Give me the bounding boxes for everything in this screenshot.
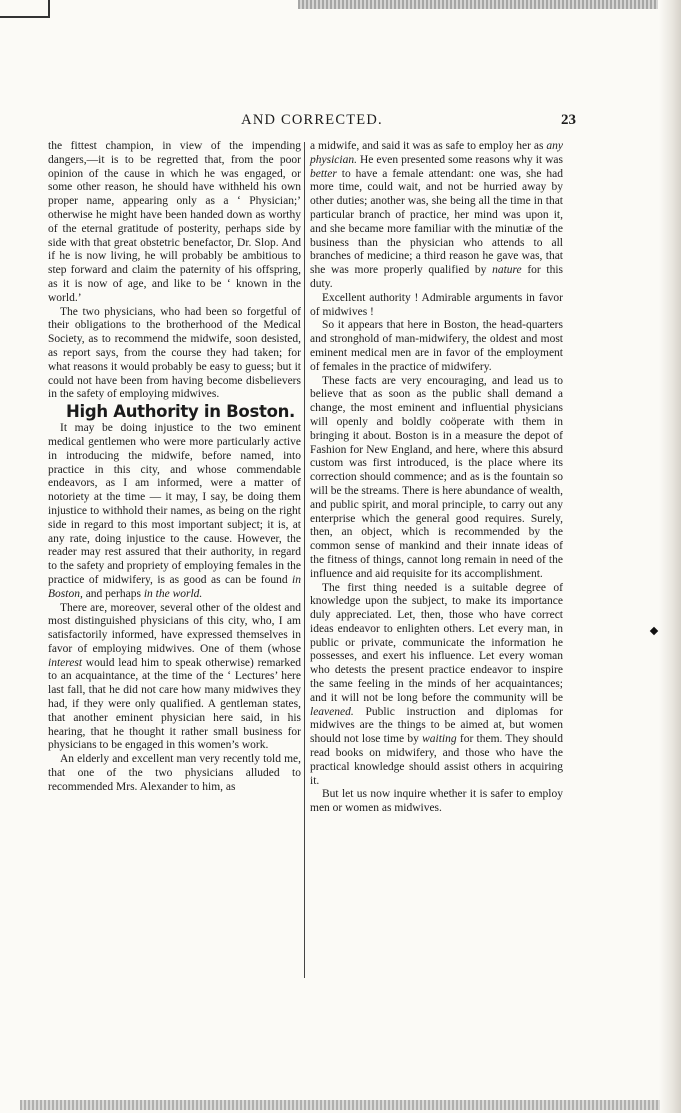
paragraph: The two physicians, who had been so forgetful of their obligations to the brotherhood of the Medical Society, as to recommend the midwife, soon desisted, as report says, from the course they had taken; for what reasons it would probably be easy to guess; but it could not have been from having become disbelievers in the safety of employing midwives. (48, 305, 301, 401)
text-run: and perhaps (82, 587, 144, 600)
paragraph: But let us now inquire whether it is safer to employ men or women as midwives. (310, 788, 563, 815)
italic-run: waiting (422, 733, 457, 746)
running-head: AND CORRECTED. (241, 112, 383, 128)
text-run: a midwife, and said it was as safe to employ her as (310, 140, 547, 152)
scan-corner-mark (0, 0, 50, 18)
paragraph (48, 602, 301, 754)
paragraph: So it appears that here in Boston, the head-quarters and stronghold of man-midwifery, the oldest and most eminent medical men are in favor of the employment of females in the practice of midwifery. (310, 319, 563, 373)
text-run: for this duty. (310, 264, 563, 290)
column-divider (304, 142, 305, 978)
italic-run: in Boston, (48, 573, 301, 600)
text-run: would lead him to speak otherwise) remarked to an acquaintance, at the time of the ‘ Lectures’ here last fall, that he did not care how many midwives they had, if they were only qualified. A gentleman states, that another eminent physician here said, in his hearing, that he thought it rather small business for physicians to be engaged in this women’s work. (48, 656, 301, 752)
scan-right-edge (659, 0, 681, 1113)
text-run: The first thing needed is a suitable degree of knowledge upon the subject, to make its importance duly appreciated. Let, then, those who have correct ideas endeavor to enlighten others. Let every man, in public or private, communicate the information he possesses, and exert his influence. Let every woman who detests the present practice endeavor to inspire the same feeling in the minds of her acquaintances; and it will not be long before the community will be (310, 581, 563, 704)
section-heading: High Authority in Boston. (65, 402, 296, 422)
paragraph: the fittest champion, in view of the impending dangers,—it is to be regretted that, from the poor opinion of the cause in which he was engaged, or some other reason, he should have withheld his own proper name, appearing only as a ‘ Physician;’ otherwise he might have been handed down as worthy of the eternal gratitude of posterity, perhaps side by side with that great obstetric benefactor, Dr. Slop. And if he is now living, he will probably be ambitious to step forward and claim the paternity of his offspring, as it is now of age, and like to be ‘ known in the world.’ (48, 140, 301, 304)
text-run: to have a female attendant: one was, she had more time, could wait, and not be hurried away by other duties; another was, she being all the time in that particular branch of practice, her mind was upon it, and she became more familiar with the minutiæ of the business than the physician who attends to all branches of medicine; a third reason he gave was, that she was more properly qualified by (310, 167, 563, 277)
text-run: He even presented some reasons why it was (356, 153, 563, 166)
margin-bullet-mark (650, 627, 658, 635)
page-number: 23 (561, 112, 576, 128)
paragraph: These facts are very encouraging, and lead us to believe that as soon as the public shall demand a change, the most eminent and influential physicians will openly and boldly coöperate with them in bringing it about. Boston is in a measure the depot of Fashion for New England, and here, where this absurd custom was first introduced, is the place where its correction should commence; and as is the fountain so will be the streams. There is here abundance of wealth, and public spirit, and moral principle, to carry out any enterprise which the general good requires. Surely, then, an object, which is recommended by the common sense of mankind and their innate ideas of the fitness of things, cannot long remain in need of the influence and aid requisite for its accomplishment. (310, 374, 564, 580)
italic-run: better (310, 167, 337, 180)
page-header (48, 112, 576, 134)
paragraph: An elderly and excellent man very recently told me, that one of the two physicians alluded to recommended Mrs. Alexander to him, as (48, 753, 301, 793)
italic-run: in the world. (143, 587, 203, 600)
scan-bottom-edge (20, 1100, 660, 1110)
left-column (48, 140, 301, 795)
scan-top-edge (298, 0, 658, 9)
italic-run: interest (48, 656, 83, 669)
text-run: for them. They should read books on midwifery, and those who have the practical knowledge should assist others in acquiring it. (310, 733, 563, 787)
text-run: Public instruction and diplomas for midwives are the things to be aimed at, but women should not lose time by (310, 705, 563, 746)
text-run: There are, moreover, several other of the oldest and most distinguished physicians of this city, who, I am satisfactorily informed, have expressed themselves in favor of employing midwives. One of them (whose (48, 601, 301, 655)
italic-run: leavened. (310, 705, 354, 718)
italic-run: any physician. (310, 140, 563, 166)
paragraph (310, 140, 563, 292)
text-run: It may be doing injustice to the two eminent medical gentlemen who were more particularly active in introducing the midwife, before named, into practice in this city, and whose commendable endeavors, as I am informed, were a matter of notoriety at the time — it may, I say, be doing them injustice to withhold their names, as being on the right side in regard to this most important subject; it is, at any rate, doing injustice to the cause. However, the reader may rest assured that their authority, in regard to the safety and propriety of employing females in the practice of midwifery, is as good as can be found (48, 422, 301, 586)
right-column (310, 140, 563, 816)
italic-run: nature (492, 264, 522, 277)
text-columns (48, 140, 576, 990)
paragraph: Excellent authority ! Admirable arguments in favor of midwives ! (310, 291, 563, 318)
paragraph (310, 582, 563, 789)
paragraph (48, 422, 301, 601)
